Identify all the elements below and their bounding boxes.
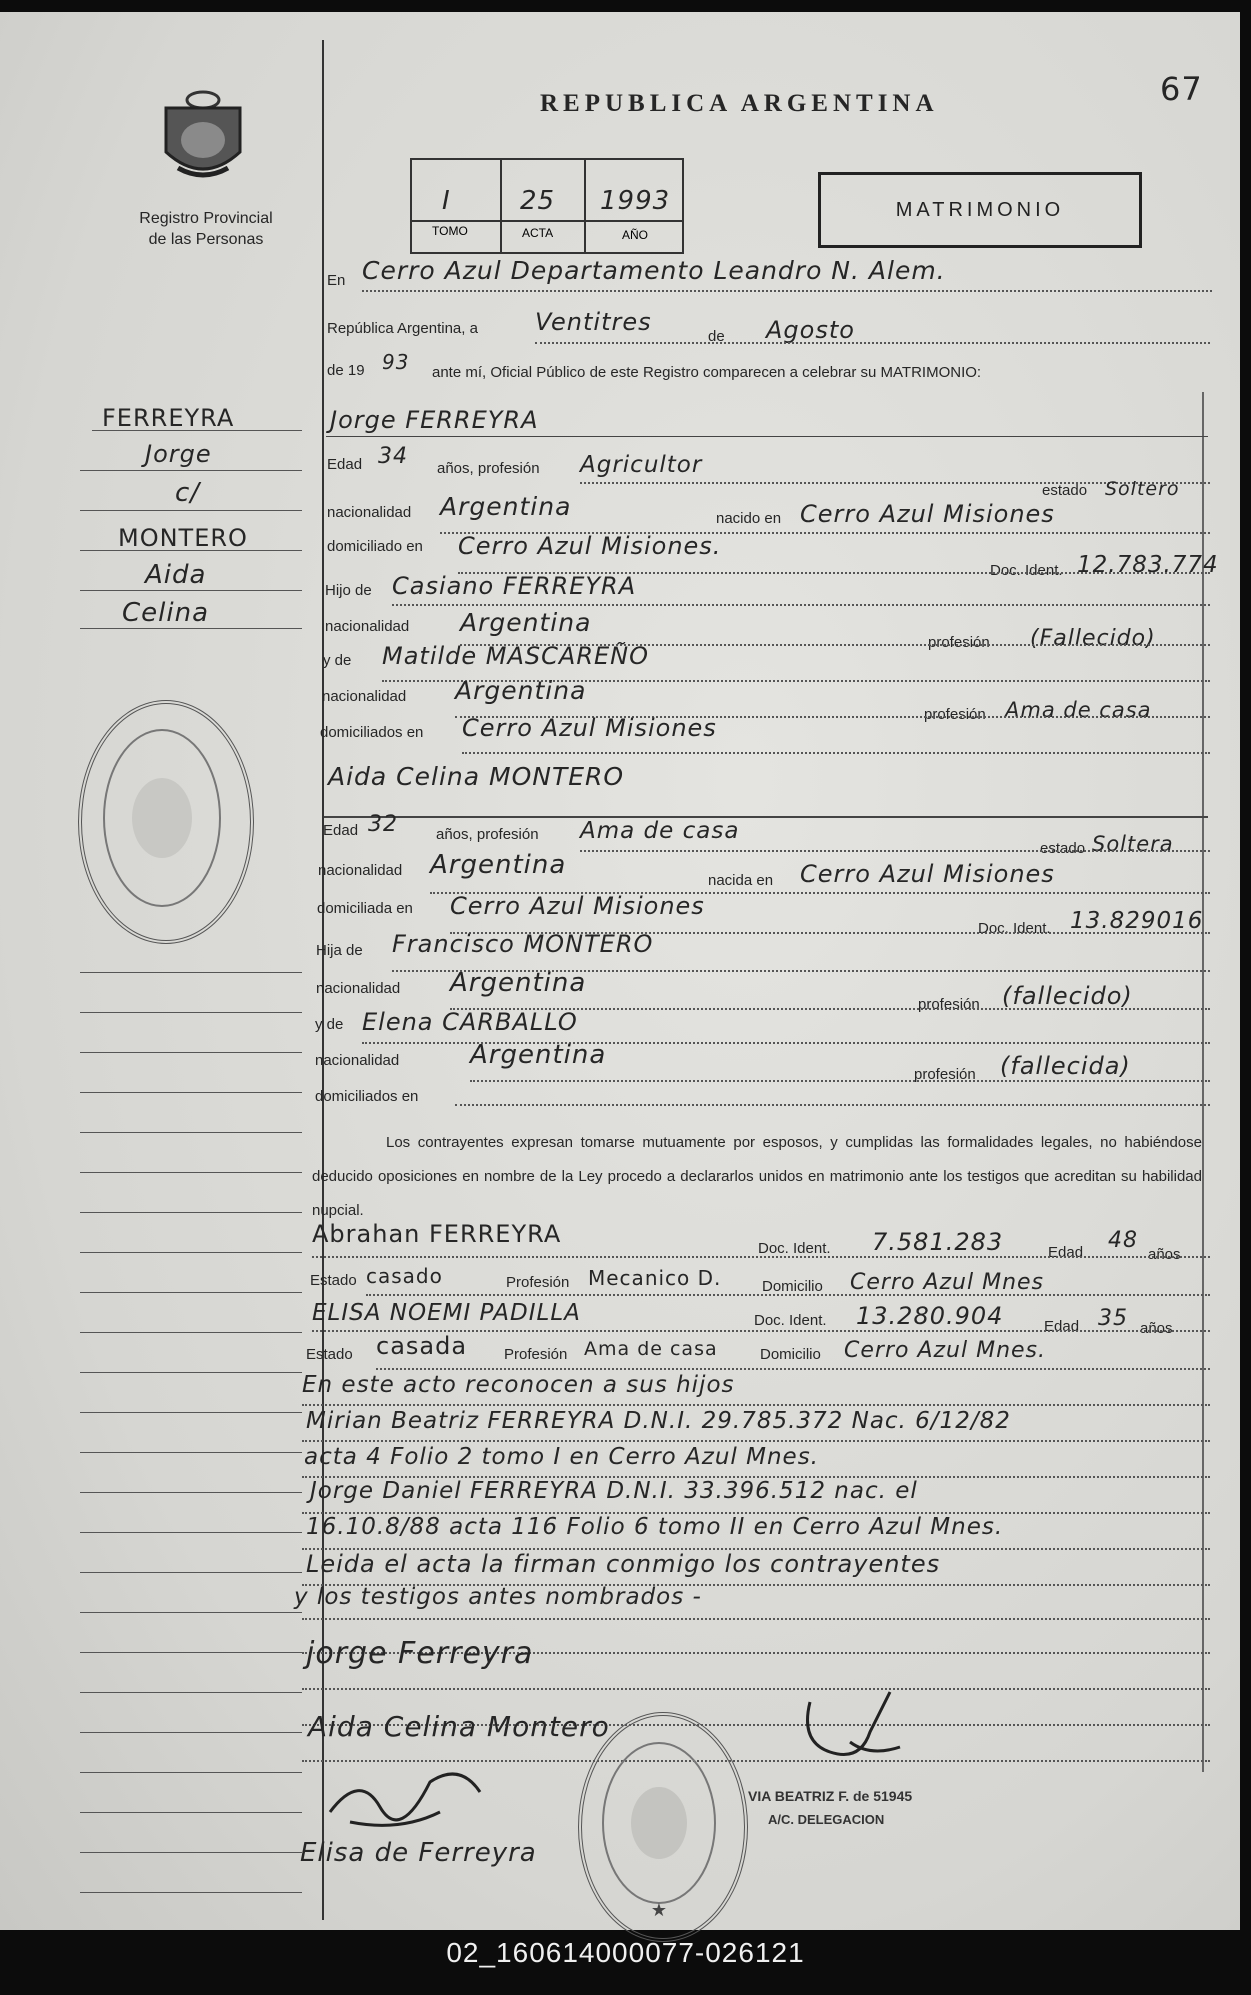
bride-mother-prof-label: profesión (914, 1066, 976, 1083)
groom-mother-prof: Ama de casa (1005, 698, 1152, 722)
bride-doc-label: Doc. Ident. (978, 920, 1051, 937)
groom-profession: Agricultor (580, 452, 703, 478)
note-line-7: y los testigos antes nombrados - (294, 1584, 702, 1610)
year-label: AÑO (622, 228, 649, 242)
note-line-5: 16.10.8/88 acta 116 Folio 6 tomo II en Cerro Azul Mnes. (306, 1514, 1004, 1540)
note-line-4: Jorge Daniel FERREYRA D.N.I. 33.396.512 nac. el (310, 1478, 918, 1504)
registry-seal-bottom (578, 1712, 748, 1942)
groom-dom-label: domiciliado en (327, 538, 423, 555)
margin-name-2a: Aida (145, 560, 207, 590)
tomo-value: I (442, 186, 451, 216)
groom-mother: Matilde MASCAREÑO (382, 642, 650, 670)
bride-age: 32 (368, 812, 398, 837)
groom-name: Jorge FERREYRA (330, 406, 539, 434)
groom-father-nat: Argentina (460, 608, 592, 637)
bride-mother-nat-label: nacionalidad (315, 1052, 400, 1069)
document-type: MATRIMONIO (895, 199, 1065, 221)
witness2-doc: 13.280.904 (856, 1302, 1004, 1330)
signature-bride: Aida Celina Montero (308, 1710, 610, 1743)
acta-label: ACTA (522, 226, 554, 240)
bride-father-prof: (fallecido) (1002, 982, 1133, 1010)
republic-label: República Argentina, a (327, 320, 478, 337)
tomo-label: TOMO (432, 224, 468, 238)
witness2-state: casada (376, 1332, 468, 1360)
witness1-age-label: Edad (1048, 1244, 1084, 1261)
groom-doc-label: Doc. Ident. (990, 562, 1063, 579)
bride-mother-prof: (fallecida) (1000, 1052, 1131, 1080)
bride-father: Francisco MONTERO (392, 930, 654, 958)
margin-name-1: Jorge (145, 440, 212, 468)
day-value: Ventitres (535, 308, 652, 336)
mother-nat-label: nacionalidad (322, 688, 407, 705)
bride-father-nat: Argentina (450, 968, 587, 998)
bride-birthplace: Cerro Azul Misiones (800, 860, 1055, 888)
bride-nationality: Argentina (430, 850, 567, 880)
officer-stamp-line2: A/C. DELEGACION (768, 1812, 885, 1827)
bride-nat-label: nacionalidad (318, 862, 403, 879)
groom-prof-label: años, profesión (437, 460, 540, 477)
witness2-state-label: Estado (306, 1346, 353, 1363)
witness1-prof-label: Profesión (506, 1274, 570, 1291)
de-label: de (708, 328, 725, 345)
witness1-doc: 7.581.283 (872, 1228, 1004, 1256)
bride-profession: Ama de casa (580, 818, 740, 844)
bride-prof-label: años, profesión (436, 826, 539, 843)
bride-state: Soltera (1092, 832, 1174, 856)
bride-doc: 13.829016 (1070, 908, 1204, 934)
witness1-domicile: Cerro Azul Mnes (850, 1270, 1045, 1295)
groom-nationality: Argentina (440, 492, 572, 521)
groom-state: Soltero (1105, 478, 1180, 500)
witness1-years-label: años (1148, 1246, 1181, 1263)
margin-surname-1: FERREYRA (102, 404, 235, 432)
groom-born-label: nacido en (716, 510, 782, 527)
note-line-1: En este acto reconocen a sus hijos (302, 1372, 735, 1398)
bride-age-label: Edad (323, 822, 359, 839)
bride-father-prof-label: profesión (918, 996, 980, 1013)
year-suffix: 93 (382, 350, 410, 374)
document-type-box (818, 172, 1142, 248)
groom-son-label: Hijo de (325, 582, 372, 599)
registry-name: Registro Provincial de las Personas (139, 210, 273, 248)
year-prefix: de 19 (327, 362, 365, 379)
seal-text-icon (582, 1716, 736, 1930)
signature-witness: Elisa de Ferreyra (300, 1838, 537, 1868)
witness2-years-label: años (1140, 1320, 1173, 1337)
bride-father-nat-label: nacionalidad (316, 980, 401, 997)
witness2-name: ELISA NOEMI PADILLA (312, 1300, 581, 1326)
bride-dom-label: domiciliada en (317, 900, 413, 917)
signature-witness-scribble (320, 1752, 490, 1842)
certificate-page (0, 12, 1240, 1930)
seal-text-icon (82, 704, 242, 932)
signature-groom: jorge Ferreyra (306, 1636, 534, 1671)
witness1-state: casado (366, 1264, 443, 1288)
witness2-prof-label: Profesión (504, 1346, 568, 1363)
groom-father: Casiano FERREYRA (392, 572, 637, 600)
groom-mother-nat: Argentina (455, 676, 587, 705)
witness1-age: 48 (1108, 1228, 1138, 1253)
bride-born-label: nacida en (708, 872, 774, 889)
month-value: Agosto (766, 316, 855, 344)
groom-doms-label: domiciliados en (320, 724, 424, 741)
father-nat-label: nacionalidad (325, 618, 410, 635)
acta-value: 25 (520, 186, 556, 216)
bride-doms-label: domiciliados en (315, 1088, 419, 1105)
note-line-2: Mirian Beatriz FERREYRA D.N.I. 29.785.372 Nac. 6/12/82 (306, 1408, 1011, 1434)
image-filename: 02_160614000077-026121 (446, 1937, 805, 1968)
groom-parents-domicile: Cerro Azul Misiones (462, 714, 717, 742)
mother-prof-label: profesión (924, 706, 986, 723)
bride-and-label: y de (315, 1016, 344, 1033)
groom-age: 34 (378, 444, 408, 469)
groom-birthplace: Cerro Azul Misiones (800, 500, 1055, 528)
witness1-dom-label: Domicilio (762, 1278, 823, 1295)
witness2-doc-label: Doc. Ident. (754, 1312, 827, 1329)
en-label: En (327, 272, 346, 289)
bride-mother: Elena CARBALLO (362, 1008, 578, 1036)
officer-stamp-line1: VIA BEATRIZ F. de 51945 (748, 1788, 913, 1804)
svg-text:★: ★ (650, 1900, 668, 1920)
province-emblem-icon (158, 82, 248, 188)
father-prof-label: profesión (928, 634, 990, 651)
witness2-age-label: Edad (1044, 1318, 1080, 1335)
note-line-3: acta 4 Folio 2 tomo I en Cerro Azul Mnes. (304, 1444, 819, 1470)
right-border (1202, 392, 1204, 1772)
witness1-state-label: Estado (310, 1272, 357, 1289)
groom-father-prof: (Fallecido) (1030, 626, 1156, 651)
witness1-name: Abrahan FERREYRA (312, 1220, 562, 1248)
witness1-prof: Mecanico D. (588, 1266, 722, 1290)
groom-nat-label: nacionalidad (327, 504, 412, 521)
year-value: 1993 (600, 186, 671, 216)
bride-state-label: estado (1040, 840, 1086, 857)
declaration-text: ante mí, Oficial Público de este Registro comparecen a celebrar su MATRIMONIO: (432, 364, 982, 381)
groom-doc: 12.783.774 (1077, 552, 1219, 578)
witness2-age: 35 (1098, 1306, 1128, 1331)
place-value: Cerro Azul Departamento Leandro N. Alem. (362, 256, 946, 285)
groom-age-label: Edad (327, 456, 363, 473)
margin-name-2b: Celina (122, 598, 210, 628)
country-title: REPUBLICA ARGENTINA (540, 90, 939, 117)
legal-paragraph: Los contrayentes expresan tomarse mutuamente por esposos, y cumplidas las formalidades legales, no habiéndose deducido oposiciones en nombre de la Ley procedo a declararlos unidos en matrimonio ante los testigos que acreditan su habilidad nupcial. (312, 1134, 1202, 1219)
bride-domicile: Cerro Azul Misiones (450, 892, 705, 920)
groom-and-label: y de (323, 652, 352, 669)
record-box (410, 158, 684, 254)
witness2-dom-label: Domicilio (760, 1346, 821, 1363)
margin-conjunction: c/ (175, 478, 201, 508)
witness2-prof: Ama de casa (584, 1338, 718, 1360)
registry-seal-top (78, 700, 254, 944)
witness1-doc-label: Doc. Ident. (758, 1240, 831, 1257)
margin-surname-2: MONTERO (118, 524, 248, 552)
groom-state-label: estado (1042, 482, 1088, 499)
note-line-6: Leida el acta la firman conmigo los contrayentes (306, 1550, 941, 1578)
page-number: 67 (1160, 70, 1203, 108)
bride-daughter-label: Hija de (316, 942, 363, 959)
bride-name: Aida Celina MONTERO (328, 762, 625, 791)
groom-domicile: Cerro Azul Misiones. (458, 532, 722, 560)
bride-mother-nat: Argentina (470, 1040, 607, 1070)
signature-officer (790, 1682, 910, 1772)
witness2-domicile: Cerro Azul Mnes. (844, 1338, 1047, 1363)
